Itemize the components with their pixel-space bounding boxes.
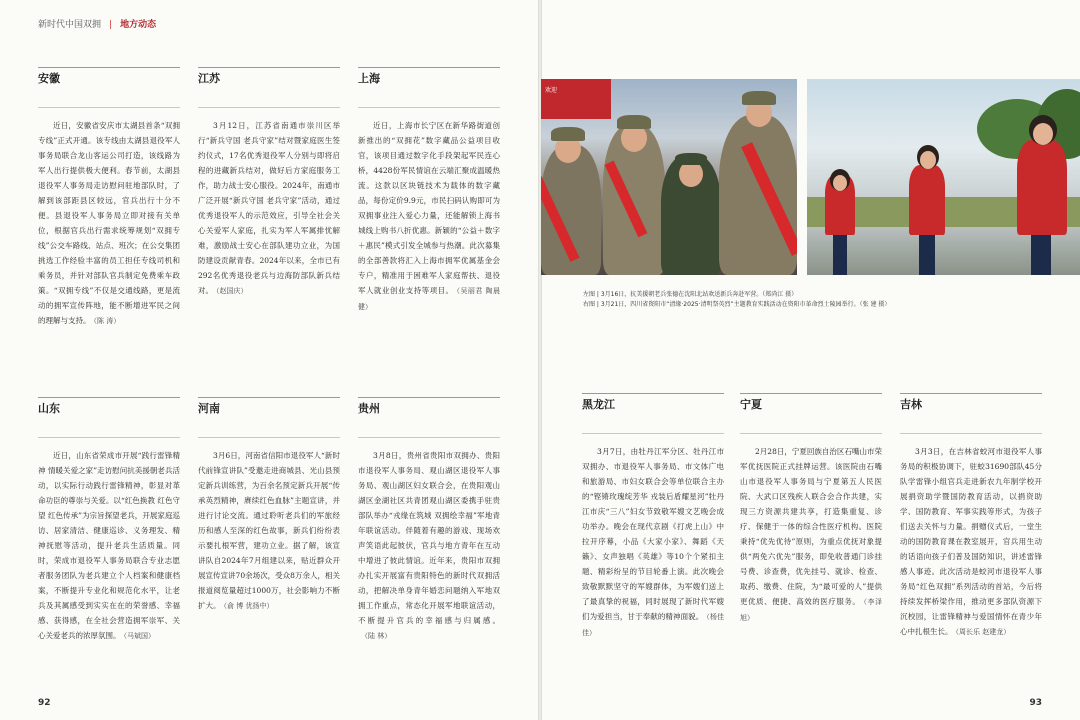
soldier-cap: [551, 127, 585, 141]
article-shandong: [38, 397, 180, 644]
article-title: 贵州: [358, 402, 380, 415]
article-body: 近日，上海市长宁区在新华路街道创新推出的“双拥花”数字藏品公益项目收官，该项目通过数字化手段架起军民连心桥，4428份军民情谊在云端汇聚成温暖热流。这款以区块链技术为载体的数字藏品，每份定价9.9元，市民扫码认购即可为双拥事业注入爱心力量，还能解锁上海书城线上购书八折优惠。新颖的“公益＋数字＋惠民”模式引发全城参与热潮。此次募集的全部善款将汇入上海市拥军优属基金会专户，精准用于困难军人家庭帮扶、退役军人就业创业支持等项目。 （吴丽君 陶晨健）: [358, 121, 500, 311]
running-header: 新时代中国双拥 | 地方动态: [38, 20, 157, 30]
page-number-right: 93: [1029, 698, 1042, 708]
article-body: 3月12日，江苏省南通市崇川区举行“新兵守国 老兵守家”结对暨家庭医生签约仪式，17名优秀退役军人分别与即将启程的进藏新兵结对，做好后方家庭服务工作，助力战士安心服役。2024年，南通市广泛开展“新兵守国 老兵守家”活动，通过优秀退役军人的示范效应，引导全社会关心关爱军人家庭，扎实为军人军属排忧解难，激励战士安心在部队建功立业，为国防建设贡献青春。2024年以来，全市已有292名优秀退役老兵与边海防部队新兵结对。 （赵国庆）: [198, 121, 340, 295]
article-author: （周长乐 赵建龙）: [955, 628, 1011, 636]
article-title: 山东: [38, 402, 60, 415]
article-body: 3月8日，贵州省贵阳市双拥办、贵阳市退役军人事务局、观山湖区退役军人事务局、观山湖区妇女联合会，在贵阳观山湖区金湖社区共青团观山湖区委携手驻贵部队举办“戎缘在筑城 双拥绘幸福”军地青年联谊活动。伴随着有趣的游戏、现场欢声笑语此起彼伏，官兵与地方青年在互动中增进了彼此情谊。近年来，贵阳市双拥办扎实开展富有贵阳特色的新时代双拥活动，把解决单身青年婚恋问题纳入军地双拥工作重点，常态化开展军地联谊活动，不断提升官兵的幸福感与归属感。（陆 林）: [358, 451, 500, 640]
article-author: （赵国庆）: [216, 287, 248, 295]
student-figure: [825, 125, 855, 275]
article-body: 近日，山东省荣成市开展“践行雷锋精神 情暖关爱之家”走访慰问抗美援朝老兵活动，以实际行动践行雷锋精神，彰显对革命功臣的尊崇与关爱。以“红色换教 红色守望 红色传承”为宗旨探望老兵，开展家庭巡访、居家清洁、健康巡诊、义务理发、精神抚慰等活动，提升老兵生活质量。同时，荣成市退役军人事务局联合专业志愿者服务团队为老兵建立个人档案和健康档案，不断提升专业化和规范化水平，让老兵及其属感受到实实在在的荣誉感、幸福感、获得感，在全社会营造拥军崇军、关心关爱老兵的浓厚氛围。 （马斌国）: [38, 451, 180, 640]
soldier-cap: [617, 115, 651, 129]
article-jilin: [900, 393, 1042, 640]
article-author: （俞 博 优扬中）: [223, 602, 274, 610]
photo-captions: [583, 290, 943, 310]
article-title: 上海: [358, 72, 380, 85]
article-title: 宁夏: [740, 398, 762, 411]
left-page: [0, 0, 538, 720]
publication-name: 新时代中国双拥: [38, 20, 102, 30]
article-body: 2月28日，宁夏回族自治区石嘴山市荣军优抚医院正式挂牌运营。该医院由石嘴山市退役军人事务局与宁夏第五人民医院、大武口区残疾人联合会合作共建，实现三方资源共建共享，打造集重复、诊疗、保健于一体的综合性医疗机构。医院秉持“优先优待”原则，为重点优抚对象提供“两免六优先”服务，即免收普通门诊挂号费、诊查费，优先挂号、就诊、检查、取药、缴费、住院，为“最可爱的人”提供更优质、便捷、高效的医疗服务。 （李泽旭）: [740, 447, 883, 622]
article-body: 3月6日，河南省信阳市退役军人“新时代前锋宣讲队”受邀走进商城县、光山县预定新兵训练营，为百余名预定新兵开展“传承英烈精神，赓续红色血脉”主题宣讲，并进行讨论交流。通过聆听老兵们的军旅经历和感人至深的红色故事，新兵们纷纷表示要扎根军营，建功立业。据了解，该宣讲队自2024年7月组建以来，贴近群众开展宣传宣讲70余场次，受众8万余人，相关报道阅览量超过1000万，社会影响力不断扩大。 （俞 博 优扬中）: [198, 451, 340, 610]
soldier-cap: [742, 91, 776, 105]
article-body: 3月3日，在吉林省蛟河市退役军人事务局的积极协调下，驻蛟31690部队45分队学雷锋小组官兵走进新农九年制学校开展捐资助学暨国防教育活动，以捐资助学、国防教育、军事实践等形式，为孩子们送去关怀与力量。捐赠仪式后，一堂生动的国防教育课在教室展开，官兵用生动的话语向孩子们普及国防知识，讲述雷锋感人事迹。此次活动是蛟河市退役军人事务局“红色双拥”系列活动的首站，今后将持续发挥桥梁作用，推动更多部队资源下沉校园，让雷锋精神与爱国情怀在青少年心中扎根生长。 （周长乐 赵建龙）: [900, 447, 1042, 636]
photo-veterans-send-off: [541, 79, 797, 275]
veteran-cap: [675, 153, 707, 165]
student-figure: [909, 105, 945, 275]
article-title: 黑龙江: [582, 398, 615, 411]
article-title: 江苏: [198, 72, 220, 85]
article-title: 安徽: [38, 72, 60, 85]
student-figure: [1017, 85, 1067, 275]
article-jiangsu: [198, 67, 340, 299]
article-body: 3月7日，由牡丹江军分区、牡丹江市双拥办、市退役军人事务局、市文体广电和旅游局、市妇女联合会等单位联合主办的“铿锵玫瑰绽芳华 戎装后盾耀星河”牡丹江市庆“三八”妇女节致敬军嫂文艺晚会成功举办。晚会在现代京剧《打虎上山》中拉开序幕，小品《大家小家》、舞蹈《天籁》、女声独唱《英雄》等10个个紧扣主题、精彩纷呈的节目轮番上演。此次晚会致敬默默坚守的军嫂群体，为军嫂们送上了最真挚的祝福，同时展现了新时代军嫂们为爱担当，甘于奉献的精神面貌。 （杨佳佳）: [582, 447, 725, 637]
section-name: 地方动态: [120, 20, 157, 30]
article-anhui: [38, 67, 180, 329]
article-author: （李泽旭）: [740, 598, 883, 622]
article-author: （陆 林）: [361, 632, 392, 640]
article-title: 吉林: [900, 398, 922, 411]
article-author: （陈 涛）: [93, 317, 121, 325]
soldier-figure: [719, 115, 797, 275]
article-henan: [198, 397, 340, 614]
station-banner: 欢迎: [541, 79, 611, 119]
article-guizhou: [358, 397, 500, 644]
page-number-left: 92: [38, 698, 51, 708]
article-author: （杨佳佳）: [582, 613, 725, 637]
caption-right: 右图 | 3月21日，四川省资阳市“清缘·2025·清明祭英烈”主题教育实践活动在资阳市革命烈士陵园举行。（张 建 摄）: [583, 301, 891, 308]
article-author: （吴丽君 陶晨健）: [358, 287, 500, 311]
article-body: 近日，安徽省安庆市太湖县首条“双拥专线”正式开通。该专线由太湖县退役军人事务局联合龙山客运公司打造，该线路为军人出行提供极大便利。春节前，太湖县退役军人事务局走访慰问驻地部队时，了解到该部距县区较远，官兵出行十分不便。县退役军人事务局立即对接有关单位，根据官兵出行需求统筹规划“双拥专线”公交车路线、站点、班次；在公交集团挑选工作经验丰富的员工担任专线司机和乘务员，并针对部队官兵制定免费乘车政策。“双拥专线”不仅是交通线路，更是流动的拥军宣传阵地，能不断增进军民之间的理解与支持。 （陈 涛）: [38, 121, 180, 325]
article-heilongjiang: [582, 393, 724, 641]
article-ningxia: [740, 393, 882, 626]
photo-students-memorial: [807, 79, 1080, 275]
caption-left: 左图 | 3月16日，抗美援朝老兵张德在沈阳北站欢送新兵奔赴军营。（郑尚江 摄）: [583, 291, 798, 298]
article-author: （马斌国）: [123, 632, 155, 640]
article-shanghai: [358, 67, 500, 315]
article-title: 河南: [198, 402, 220, 415]
